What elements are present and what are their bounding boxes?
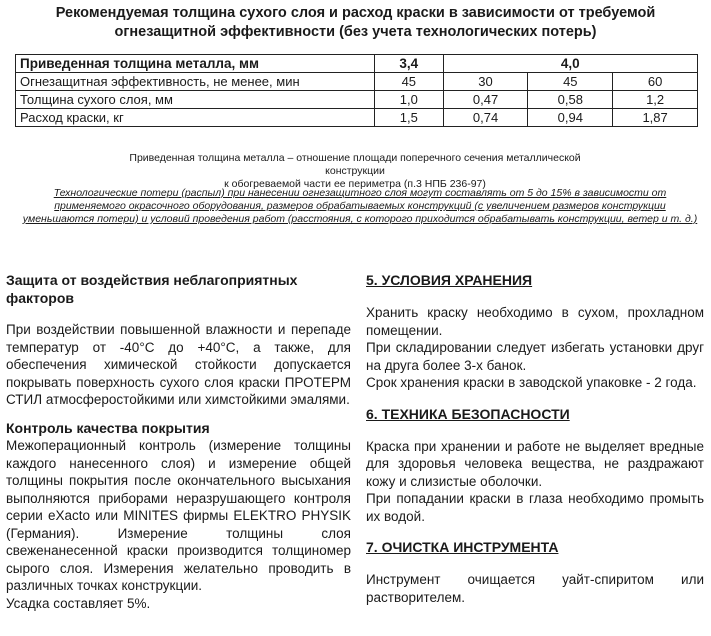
definition-note-line: к обогреваемой части ее периметра (п.3 НПБ 236-97) [224,178,486,190]
table-cell: 1,0 [375,91,444,109]
table-cell: 1,87 [613,109,698,127]
losses-note-line: применяемого окрасочного оборудования, размеров обрабатываемых конструкций (с увеличением размеров конструкции [54,200,666,212]
table-row [16,109,698,127]
table-header-row [16,55,698,73]
table-row [16,91,698,109]
table-cell: 30 [443,73,528,91]
cleaning-heading: 7. ОЧИСТКА ИНСТРУМЕНТА [366,539,559,555]
table-cell: 60 [613,73,698,91]
losses-note-line: уменьшаются потери) и условий проведения работ (расстояния, с которого приходится обрабатывать конструкции, ветер и т. д.) [22,213,698,225]
cleaning-text: Инструмент очищается уайт-спиритом или растворителем. [366,572,704,605]
table-row [16,73,698,91]
definition-note [100,152,610,191]
right-column [366,272,704,606]
thickness-consumption-table [15,54,698,127]
header-thickness-b: 4,0 [443,55,697,73]
shrinkage-text: Усадка составляет 5%. [6,595,151,611]
title-line-2: огнезащитной эффективности (без учета технологических потерь) [114,24,597,40]
row-label: Толщина сухого слоя, мм [16,91,375,109]
safety-heading: 6. ТЕХНИКА БЕЗОПАСНОСТИ [366,405,570,422]
row-label: Огнезащитная эффективность, не менее, мин [16,73,375,91]
table-cell: 0,74 [443,109,528,127]
document-title [20,4,691,42]
storage-text-1: Хранить краску необходимо в сухом, прохладном помещении. [366,305,704,338]
table-cell: 45 [375,73,444,91]
header-label: Приведенная толщина металла, мм [16,55,375,73]
table-cell: 1,5 [375,109,444,127]
safety-text-1: Краска при хранении и работе не выделяет вредные для здоровья человека вещества, не раздражают кожу и слизистые оболочки. [366,438,704,489]
row-label: Расход краски, кг [16,109,375,127]
table-cell: 1,2 [613,91,698,109]
table-cell: 0,47 [443,91,528,109]
table-cell: 0,58 [528,91,613,109]
losses-note-line: Технологические потери (распыл) при нанесении огнезащитного слоя могут составлять от 5 до 15% в зависимости от [53,187,667,199]
table-cell: 45 [528,73,613,91]
storage-text-3: Срок хранения краски в заводской упаковке - 2 года. [366,375,697,390]
table-cell: 0,94 [528,109,613,127]
quality-text: Межоперационный контроль (измерение толщины каждого нанесенного слоя) и измерение общей толщины покрытия после окончательного высыхания выполняются приборами неразрушающего контроля серии eXacto или MINITES фирмы ELEKTRO PHYSIK (Германия). Измерение толщины слоя свеженанесенной краски производится толщиномер сырого слоя. Измерения желательно проводить в различных точках конструкции. [6,438,351,593]
storage-heading: 5. УСЛОВИЯ ХРАНЕНИЯ [366,272,533,288]
definition-note-line: Приведенная толщина металла – отношение площади поперечного сечения металлической конструкции [129,152,581,177]
protection-text: При воздействии повышенной влажности и перепаде температур от -40°С до +40°С, а также, для обеспечения химической стойкости допускается покрывать поверхность сухого слоя краски ПРОТЕРМ СТИЛ атмосферостойкими или химстойкими эмалями. [6,322,351,407]
header-thickness-a: 3,4 [375,55,444,73]
title-line-1: Рекомендуемая толщина сухого слоя и расход краски в зависимости от требуемой [55,5,656,21]
protection-heading: Защита от воздействия неблагоприятных факторов [6,272,298,306]
storage-text-2: При складировании следует избегать установки друг на друга более 3-х банок. [366,340,704,373]
safety-text-2: При попадании краски в глаза необходимо промыть их водой. [366,491,704,524]
left-column [6,272,351,612]
quality-heading: Контроль качества покрытия [6,419,210,436]
losses-note [22,187,698,226]
